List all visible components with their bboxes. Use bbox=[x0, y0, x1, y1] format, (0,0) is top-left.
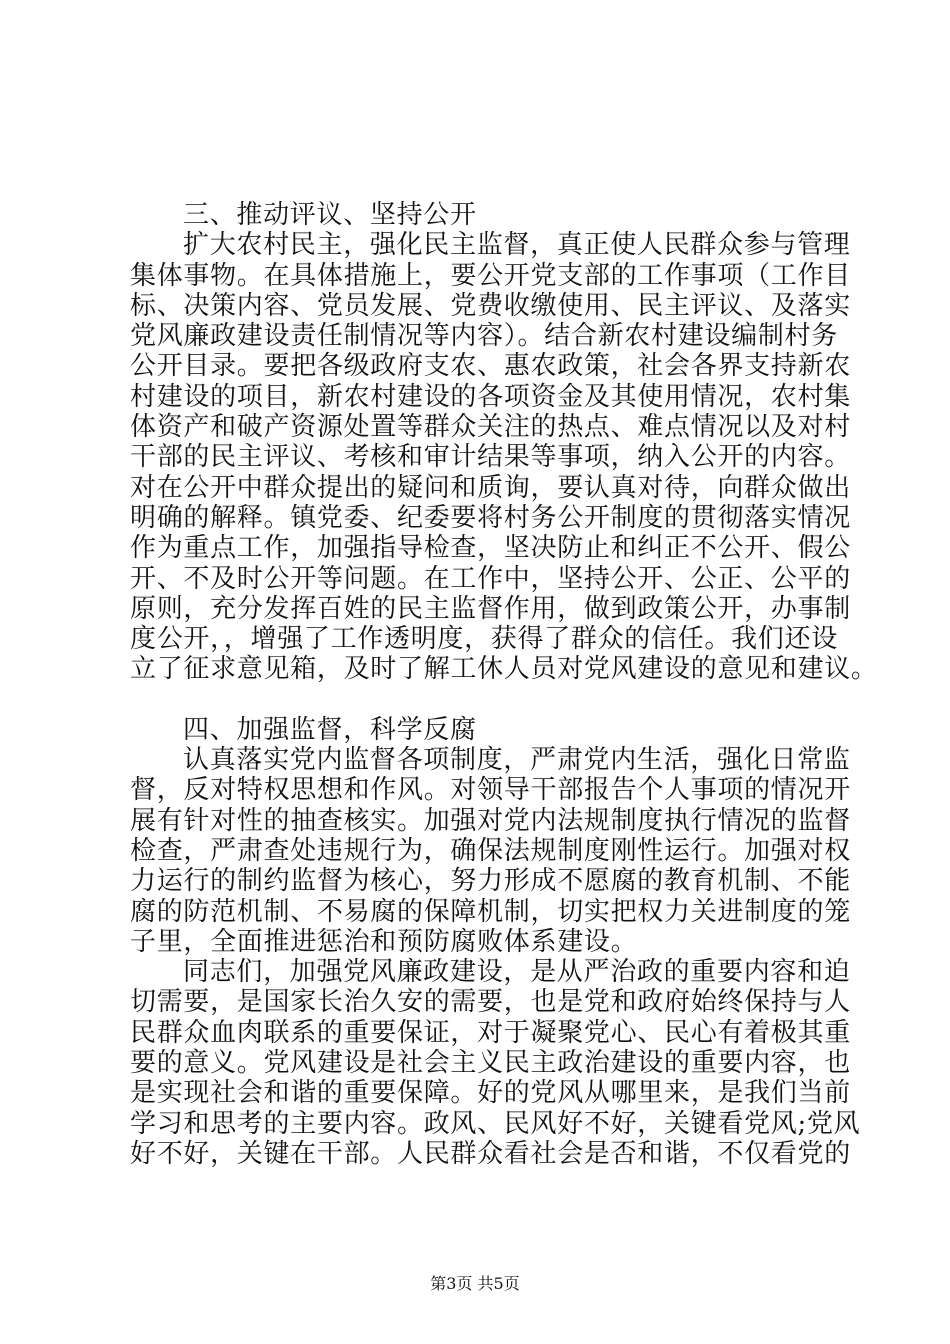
paragraph-line: 标、决策内容、党员发展、党费收缴使用、民主评议、及落实 bbox=[130, 290, 851, 321]
paragraph-line: 扩大农村民主，强化民主监督，真正使人民群众参与管理 bbox=[183, 230, 851, 261]
paragraph-line: 腐的防范机制、不易腐的保障机制，切实把权力关进制度的笼 bbox=[130, 896, 851, 927]
paragraph-line: 子里，全面推进惩治和预防腐败体系建设。 bbox=[130, 926, 638, 957]
paragraph-line: 要的意义。党风建设是社会主义民主政治建设的重要内容，也 bbox=[130, 1048, 851, 1079]
paragraph-line: 集体事物。在具体措施上，要公开党支部的工作事项（工作目 bbox=[130, 260, 851, 291]
paragraph-line: 党风廉政建设责任制情况等内容）。结合新农村建设编制村务 bbox=[130, 321, 838, 352]
paragraph-line: 好不好，关键在干部。人民群众看社会是否和谐，不仅看党的 bbox=[130, 1138, 851, 1169]
paragraph-line: 检查，严肃查处违规行为，确保法规制度刚性运行。加强对权 bbox=[130, 835, 851, 866]
paragraph-line: 对在公开中群众提出的疑问和质询，要认真对待，向群众做出 bbox=[130, 472, 851, 503]
paragraph-line: 督，反对特权思想和作风。对领导干部报告个人事项的情况开 bbox=[130, 775, 851, 806]
section-gap bbox=[130, 685, 830, 715]
paragraph-line: 力运行的制约监督为核心，努力形成不愿腐的教育机制、不能 bbox=[130, 866, 851, 897]
paragraph-line: 认真落实党内监督各项制度，严肃党内生活，强化日常监 bbox=[183, 745, 851, 776]
paragraph-line: 开、不及时公开等问题。在工作中，坚持公开、公正、公平的 bbox=[130, 563, 851, 594]
paragraph-line: 民群众血肉联系的重要保证，对于凝聚党心、民心有着极其重 bbox=[130, 1017, 851, 1048]
paragraph-line: 同志们，加强党风廉政建设，是从严治政的重要内容和迫 bbox=[183, 957, 851, 988]
paragraph-line: 体资产和破产资源处置等群众关注的热点、难点情况以及对村 bbox=[130, 412, 851, 443]
paragraph-line: 度公开，，增强了工作透明度，获得了群众的信任。我们还设 bbox=[130, 624, 838, 655]
paragraph-line: 切需要，是国家长治久安的需要，也是党和政府始终保持与人 bbox=[130, 987, 851, 1018]
paragraph-line: 明确的解释。镇党委、纪委要将村务公开制度的贯彻落实情况 bbox=[130, 502, 851, 533]
section-3-heading: 三、推动评议、坚持公开 bbox=[183, 200, 477, 230]
paragraph-line: 是实现社会和谐的重要保障。好的党风从哪里来，是我们当前 bbox=[130, 1078, 851, 1109]
section-4-heading: 四、加强监督，科学反腐 bbox=[183, 714, 477, 745]
page-number-footer: 第3页 共5页 bbox=[430, 1274, 520, 1293]
paragraph-line: 村建设的项目，新农村建设的各项资金及其使用情况，农村集 bbox=[130, 381, 851, 412]
paragraph-line: 学习和思考的主要内容。政风、民风好不好，关键看党风;党风 bbox=[130, 1108, 861, 1139]
document-body bbox=[130, 200, 878, 1169]
paragraph-line: 公开目录。要把各级政府支农、惠农政策，社会各界支持新农 bbox=[130, 351, 851, 382]
paragraph-line: 作为重点工作，加强指导检查，坚决防止和纠正不公开、假公 bbox=[130, 533, 851, 564]
paragraph-line: 干部的民主评议、考核和审计结果等事项，纳入公开的内容。 bbox=[130, 442, 851, 473]
paragraph-line: 原则，充分发挥百姓的民主监督作用，做到政策公开，办事制 bbox=[130, 593, 851, 624]
paragraph-line: 立了征求意见箱，及时了解工休人员对党风建设的意见和建议。 bbox=[130, 654, 878, 685]
paragraph-line: 展有针对性的抽查核实。加强对党内法规制度执行情况的监督 bbox=[130, 805, 851, 836]
